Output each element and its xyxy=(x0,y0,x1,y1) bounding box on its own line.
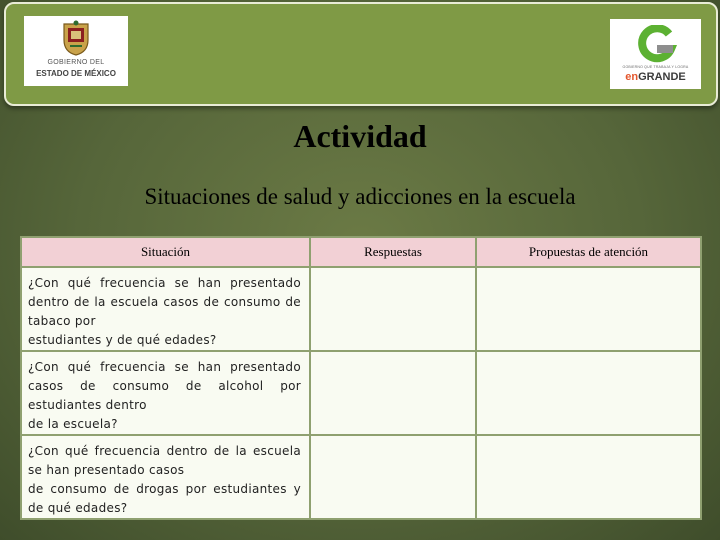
en-grande-logo xyxy=(610,19,701,89)
header-propuestas: Propuestas de atención xyxy=(476,237,701,267)
situacion-cell: ¿Con qué frecuencia se han presentado casos de consumo de alcohol por estudiantes dentro de la escuela? xyxy=(21,351,310,435)
estado-de-mexico-seal-icon xyxy=(60,20,92,56)
table-row xyxy=(21,435,701,519)
respuestas-cell[interactable] xyxy=(310,435,476,519)
logo-line-1: GOBIERNO DEL xyxy=(47,59,105,66)
g-logo-icon xyxy=(633,25,679,63)
respuestas-cell[interactable] xyxy=(310,351,476,435)
activity-table xyxy=(20,236,702,520)
header-respuestas: Respuestas xyxy=(310,237,476,267)
propuestas-cell[interactable] xyxy=(476,435,701,519)
header-situacion: Situación xyxy=(21,237,310,267)
situacion-cell: ¿Con qué frecuencia dentro de la escuela se han presentado casos de consumo de drogas por estudiantes y de qué edades? xyxy=(21,435,310,519)
situacion-cell: ¿Con qué frecuencia se han presentado dentro de la escuela casos de consumo de tabaco por estudiantes y de qué edades? xyxy=(21,267,310,351)
logo-wordmark xyxy=(612,71,699,83)
logo-line-2: ESTADO DE MÉXICO xyxy=(36,69,116,78)
propuestas-cell[interactable] xyxy=(476,351,701,435)
logo-tagline: GOBIERNO QUE TRABAJA Y LOGRA xyxy=(622,65,689,69)
respuestas-cell[interactable] xyxy=(310,267,476,351)
table-row xyxy=(21,267,701,351)
table-row xyxy=(21,351,701,435)
header-banner xyxy=(4,2,718,106)
logo-wordmark-prefix: en xyxy=(625,71,639,83)
page-title: Actividad xyxy=(293,118,427,154)
page-subtitle: Situaciones de salud y adicciones en la escuela xyxy=(144,184,576,209)
logo-wordmark-word: GRANDE xyxy=(638,71,686,83)
propuestas-cell[interactable] xyxy=(476,267,701,351)
gobierno-estado-mexico-logo xyxy=(24,16,128,86)
table-header-row xyxy=(21,237,701,267)
